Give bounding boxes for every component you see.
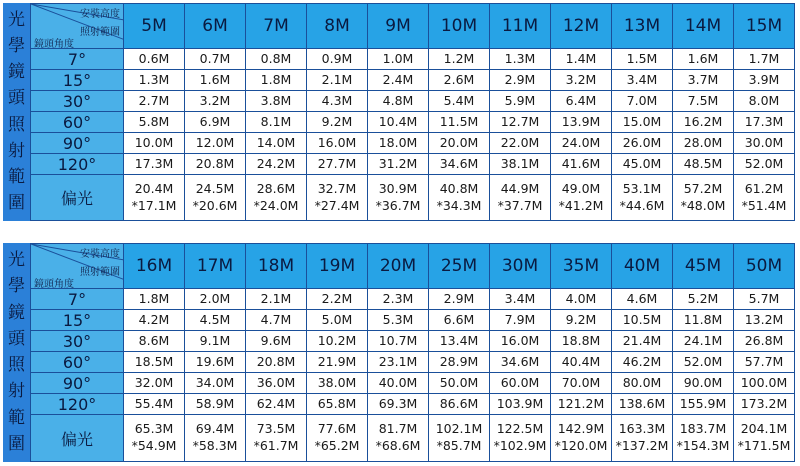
- polar-value: 69.4M: [195, 421, 235, 437]
- column-header: 19M: [307, 243, 368, 289]
- table-cell: 2.7M: [124, 91, 185, 112]
- polar-value: 53.1M: [622, 180, 662, 196]
- table-cell: 10.0M: [124, 133, 185, 154]
- polar-value-alt: *48.0M: [680, 197, 726, 213]
- table-cell: 11.5M: [429, 112, 490, 133]
- table-cell: 60.0M: [490, 373, 551, 394]
- table-cell: 20.0M: [429, 133, 490, 154]
- side-label-char: 頭: [8, 328, 25, 349]
- polar-value: 44.9M: [500, 180, 540, 196]
- polar-value-alt: *37.7M: [497, 197, 543, 213]
- side-label-char: 光: [8, 250, 25, 271]
- corner-angle-label: 鏡頭角度: [34, 39, 74, 49]
- polar-cell: [429, 175, 490, 221]
- table-cell: 1.3M: [490, 49, 551, 70]
- table-cell: 9.2M: [307, 112, 368, 133]
- polar-value: 40.8M: [439, 180, 479, 196]
- polar-value-alt: *51.4M: [741, 197, 787, 213]
- polar-value: 65.3M: [134, 421, 174, 437]
- polar-cell: [673, 415, 734, 462]
- table-cell: 24.0M: [551, 133, 612, 154]
- table-cell: 52.0M: [673, 352, 734, 373]
- polar-value: 24.5M: [195, 180, 235, 196]
- polar-value-alt: *44.6M: [619, 197, 665, 213]
- table-cell: 12.0M: [185, 133, 246, 154]
- corner-angle-label: 鏡頭角度: [34, 279, 74, 289]
- side-label-char: 照: [8, 114, 25, 135]
- table-cell: 3.2M: [185, 91, 246, 112]
- table-cell: 12.7M: [490, 112, 551, 133]
- column-header: 35M: [551, 243, 612, 289]
- column-header: 50M: [734, 243, 795, 289]
- polar-value-alt: *61.7M: [253, 438, 299, 453]
- table-cell: 36.0M: [246, 373, 307, 394]
- table-cell: 31.2M: [368, 154, 429, 175]
- table-cell: 6.9M: [185, 112, 246, 133]
- row-label: 60°: [30, 112, 124, 133]
- table-cell: 13.9M: [551, 112, 612, 133]
- table-cell: 5.8M: [124, 112, 185, 133]
- table-cell: 5.4M: [429, 91, 490, 112]
- polar-cell: [246, 175, 307, 221]
- table-cell: 9.6M: [246, 331, 307, 352]
- column-header: 10M: [429, 3, 490, 49]
- side-label-char: 照: [8, 355, 25, 376]
- table-cell: 18.8M: [551, 331, 612, 352]
- corner-height-label: 安裝高度: [80, 9, 120, 20]
- table-cell: 21.4M: [612, 331, 673, 352]
- polar-value: 61.2M: [744, 180, 784, 196]
- table-cell: 16.0M: [307, 133, 368, 154]
- column-header: 14M: [673, 3, 734, 49]
- polar-value: 77.6M: [317, 421, 357, 437]
- table-cell: 28.9M: [429, 352, 490, 373]
- table-cell: 20.8M: [185, 154, 246, 175]
- column-header: 45M: [673, 243, 734, 289]
- distance-table-bottom: [3, 243, 797, 462]
- table-cell: 2.4M: [368, 70, 429, 91]
- table-cell: 6.4M: [551, 91, 612, 112]
- table-cell: 9.1M: [185, 331, 246, 352]
- table-cell: 2.0M: [185, 289, 246, 310]
- side-label-char: 光: [8, 10, 25, 31]
- table-cell: 155.9M: [673, 394, 734, 415]
- table-cell: 4.3M: [307, 91, 368, 112]
- table-cell: 10.5M: [612, 310, 673, 331]
- table-cell: 9.2M: [551, 310, 612, 331]
- table-cell: 3.4M: [490, 289, 551, 310]
- table-cell: 80.0M: [612, 373, 673, 394]
- side-label-char: 射: [8, 140, 25, 161]
- table-cell: 1.6M: [185, 70, 246, 91]
- column-header: 20M: [368, 243, 429, 289]
- polar-value: 142.9M: [557, 421, 605, 437]
- polar-value-alt: *54.9M: [131, 438, 177, 453]
- polar-value: 122.5M: [496, 421, 544, 437]
- polar-value-alt: *58.3M: [192, 438, 238, 453]
- table-cell: 1.8M: [246, 70, 307, 91]
- table-cell: 2.9M: [429, 289, 490, 310]
- table-cell: 1.2M: [429, 49, 490, 70]
- table-cell: 1.0M: [368, 49, 429, 70]
- table-cell: 26.8M: [734, 331, 795, 352]
- table-cell: 1.7M: [734, 49, 795, 70]
- table-cell: 27.7M: [307, 154, 368, 175]
- table-cell: 16.2M: [673, 112, 734, 133]
- polar-cell: [490, 415, 551, 462]
- table-cell: 4.6M: [612, 289, 673, 310]
- corner-range-label: 照射範圍: [80, 267, 120, 278]
- column-header: 12M: [551, 3, 612, 49]
- polar-cell: [124, 175, 185, 221]
- table-cell: 2.3M: [368, 289, 429, 310]
- table-cell: 38.1M: [490, 154, 551, 175]
- table-cell: 10.4M: [368, 112, 429, 133]
- polar-value-alt: *85.7M: [436, 438, 482, 453]
- side-label-char: 射: [8, 381, 25, 402]
- table-cell: 0.6M: [124, 49, 185, 70]
- column-header: 30M: [490, 243, 551, 289]
- table-cell: 3.7M: [673, 70, 734, 91]
- polar-value-alt: *41.2M: [558, 197, 604, 213]
- table-cell: 8.1M: [246, 112, 307, 133]
- table-cell: 38.0M: [307, 373, 368, 394]
- polar-cell: [551, 415, 612, 462]
- table-cell: 103.9M: [490, 394, 551, 415]
- polar-cell: [246, 415, 307, 462]
- polar-value: 57.2M: [683, 180, 723, 196]
- table-cell: 58.9M: [185, 394, 246, 415]
- polar-value: 102.1M: [435, 421, 483, 437]
- side-label: [3, 243, 31, 462]
- row-label: 7°: [30, 289, 124, 310]
- table-cell: 2.1M: [307, 70, 368, 91]
- column-header: 8M: [307, 3, 368, 49]
- side-label-char: 頭: [8, 88, 25, 109]
- table-cell: 1.4M: [551, 49, 612, 70]
- side-label-char: 圍: [8, 192, 25, 213]
- table-cell: 26.0M: [612, 133, 673, 154]
- polar-cell: [734, 175, 795, 221]
- table-cell: 86.6M: [429, 394, 490, 415]
- column-header: 40M: [612, 243, 673, 289]
- polar-cell: [490, 175, 551, 221]
- table-cell: 3.8M: [246, 91, 307, 112]
- table-cell: 41.6M: [551, 154, 612, 175]
- table-cell: 1.3M: [124, 70, 185, 91]
- table-cell: 18.0M: [368, 133, 429, 154]
- table-cell: 24.2M: [246, 154, 307, 175]
- corner-header: [30, 243, 124, 289]
- table-cell: 52.0M: [734, 154, 795, 175]
- column-header: 15M: [734, 3, 795, 49]
- table-cell: 32.0M: [124, 373, 185, 394]
- side-label-char: 學: [8, 276, 25, 297]
- table-cell: 57.7M: [734, 352, 795, 373]
- table-cell: 2.9M: [490, 70, 551, 91]
- table-cell: 2.6M: [429, 70, 490, 91]
- table-cell: 22.0M: [490, 133, 551, 154]
- side-label-char: 範: [8, 407, 25, 428]
- table-cell: 5.9M: [490, 91, 551, 112]
- table-cell: 46.2M: [612, 352, 673, 373]
- column-header: 16M: [124, 243, 185, 289]
- polar-value-alt: *17.1M: [131, 197, 177, 213]
- polar-cell: [429, 415, 490, 462]
- table-cell: 0.9M: [307, 49, 368, 70]
- table-cell: 100.0M: [734, 373, 795, 394]
- polar-value: 32.7M: [317, 180, 357, 196]
- table-cell: 1.5M: [612, 49, 673, 70]
- row-label: 15°: [30, 310, 124, 331]
- table-cell: 70.0M: [551, 373, 612, 394]
- table-cell: 5.2M: [673, 289, 734, 310]
- table-cell: 40.0M: [368, 373, 429, 394]
- polar-value: 81.7M: [378, 421, 418, 437]
- table-cell: 2.2M: [307, 289, 368, 310]
- polar-value-alt: *36.7M: [375, 197, 421, 213]
- table-cell: 3.2M: [551, 70, 612, 91]
- row-label: 60°: [30, 352, 124, 373]
- column-header: 18M: [246, 243, 307, 289]
- distance-table-top: [3, 3, 797, 221]
- polar-value: 49.0M: [561, 180, 601, 196]
- polar-value-alt: *20.6M: [192, 197, 238, 213]
- table-cell: 8.0M: [734, 91, 795, 112]
- polar-cell: [612, 175, 673, 221]
- side-label-char: 學: [8, 36, 25, 57]
- table-cell: 8.6M: [124, 331, 185, 352]
- table-cell: 15.0M: [612, 112, 673, 133]
- table-cell: 11.8M: [673, 310, 734, 331]
- side-label-char: 鏡: [8, 62, 25, 83]
- table-cell: 7.9M: [490, 310, 551, 331]
- column-header: 17M: [185, 243, 246, 289]
- table-cell: 34.6M: [490, 352, 551, 373]
- row-label: 90°: [30, 133, 124, 154]
- table-cell: 14.0M: [246, 133, 307, 154]
- table-cell: 6.6M: [429, 310, 490, 331]
- column-header: 25M: [429, 243, 490, 289]
- table-cell: 45.0M: [612, 154, 673, 175]
- polar-value: 20.4M: [134, 180, 174, 196]
- table-cell: 3.9M: [734, 70, 795, 91]
- table-cell: 0.8M: [246, 49, 307, 70]
- table-cell: 65.8M: [307, 394, 368, 415]
- table-cell: 18.5M: [124, 352, 185, 373]
- table-cell: 50.0M: [429, 373, 490, 394]
- table-cell: 173.2M: [734, 394, 795, 415]
- polar-cell: [734, 415, 795, 462]
- polar-value-alt: *137.2M: [615, 438, 669, 453]
- table-cell: 3.4M: [612, 70, 673, 91]
- table-cell: 121.2M: [551, 394, 612, 415]
- polar-value: 30.9M: [378, 180, 418, 196]
- row-label: 120°: [30, 394, 124, 415]
- table-cell: 62.4M: [246, 394, 307, 415]
- polar-value-alt: *154.3M: [676, 438, 730, 453]
- polar-value-alt: *27.4M: [314, 197, 360, 213]
- table-cell: 69.3M: [368, 394, 429, 415]
- table-cell: 48.5M: [673, 154, 734, 175]
- polar-value: 204.1M: [740, 421, 788, 437]
- table-cell: 34.6M: [429, 154, 490, 175]
- table-cell: 5.3M: [368, 310, 429, 331]
- row-label: 偏光: [30, 175, 124, 221]
- column-header: 7M: [246, 3, 307, 49]
- side-label-char: 鏡: [8, 302, 25, 323]
- table-cell: 23.1M: [368, 352, 429, 373]
- column-header: 5M: [124, 3, 185, 49]
- polar-value-alt: *65.2M: [314, 438, 360, 453]
- table-cell: 138.6M: [612, 394, 673, 415]
- column-header: 6M: [185, 3, 246, 49]
- table-cell: 34.0M: [185, 373, 246, 394]
- polar-value-alt: *34.3M: [436, 197, 482, 213]
- table-cell: 17.3M: [124, 154, 185, 175]
- polar-cell: [368, 415, 429, 462]
- polar-cell: [307, 415, 368, 462]
- row-label: 7°: [30, 49, 124, 70]
- polar-value-alt: *24.0M: [253, 197, 299, 213]
- table-cell: 19.6M: [185, 352, 246, 373]
- table-cell: 4.2M: [124, 310, 185, 331]
- table-cell: 21.9M: [307, 352, 368, 373]
- side-label-char: 圍: [8, 433, 25, 454]
- table-cell: 4.5M: [185, 310, 246, 331]
- table-cell: 28.0M: [673, 133, 734, 154]
- table-cell: 20.8M: [246, 352, 307, 373]
- table-cell: 4.8M: [368, 91, 429, 112]
- table-cell: 13.2M: [734, 310, 795, 331]
- polar-cell: [673, 175, 734, 221]
- table-cell: 5.7M: [734, 289, 795, 310]
- table-cell: 7.5M: [673, 91, 734, 112]
- table-cell: 1.6M: [673, 49, 734, 70]
- polar-value: 28.6M: [256, 180, 296, 196]
- row-label: 偏光: [30, 415, 124, 462]
- side-label: [3, 3, 31, 221]
- polar-cell: [185, 175, 246, 221]
- table-cell: 5.0M: [307, 310, 368, 331]
- polar-value-alt: *120.0M: [554, 438, 608, 453]
- polar-value-alt: *68.6M: [375, 438, 421, 453]
- column-header: 13M: [612, 3, 673, 49]
- row-label: 30°: [30, 331, 124, 352]
- polar-cell: [612, 415, 673, 462]
- table-cell: 2.1M: [246, 289, 307, 310]
- table-cell: 16.0M: [490, 331, 551, 352]
- table-cell: 1.8M: [124, 289, 185, 310]
- table-cell: 4.0M: [551, 289, 612, 310]
- column-header: 11M: [490, 3, 551, 49]
- polar-value: 183.7M: [679, 421, 727, 437]
- table-cell: 30.0M: [734, 133, 795, 154]
- polar-cell: [185, 415, 246, 462]
- polar-value: 163.3M: [618, 421, 666, 437]
- corner-header: [30, 3, 124, 49]
- table-cell: 40.4M: [551, 352, 612, 373]
- polar-cell: [368, 175, 429, 221]
- table-cell: 17.3M: [734, 112, 795, 133]
- polar-cell: [124, 415, 185, 462]
- row-label: 120°: [30, 154, 124, 175]
- corner-height-label: 安裝高度: [80, 249, 120, 260]
- row-label: 30°: [30, 91, 124, 112]
- table-cell: 0.7M: [185, 49, 246, 70]
- table-cell: 7.0M: [612, 91, 673, 112]
- table-cell: 10.7M: [368, 331, 429, 352]
- table-cell: 4.7M: [246, 310, 307, 331]
- polar-cell: [551, 175, 612, 221]
- row-label: 15°: [30, 70, 124, 91]
- polar-cell: [307, 175, 368, 221]
- polar-value: 73.5M: [256, 421, 296, 437]
- table-cell: 24.1M: [673, 331, 734, 352]
- table-cell: 13.4M: [429, 331, 490, 352]
- table-cell: 55.4M: [124, 394, 185, 415]
- table-cell: 90.0M: [673, 373, 734, 394]
- corner-range-label: 照射範圍: [80, 27, 120, 38]
- row-label: 90°: [30, 373, 124, 394]
- side-label-char: 範: [8, 166, 25, 187]
- polar-value-alt: *102.9M: [493, 438, 547, 453]
- polar-value-alt: *171.5M: [737, 438, 791, 453]
- table-cell: 10.2M: [307, 331, 368, 352]
- column-header: 9M: [368, 3, 429, 49]
